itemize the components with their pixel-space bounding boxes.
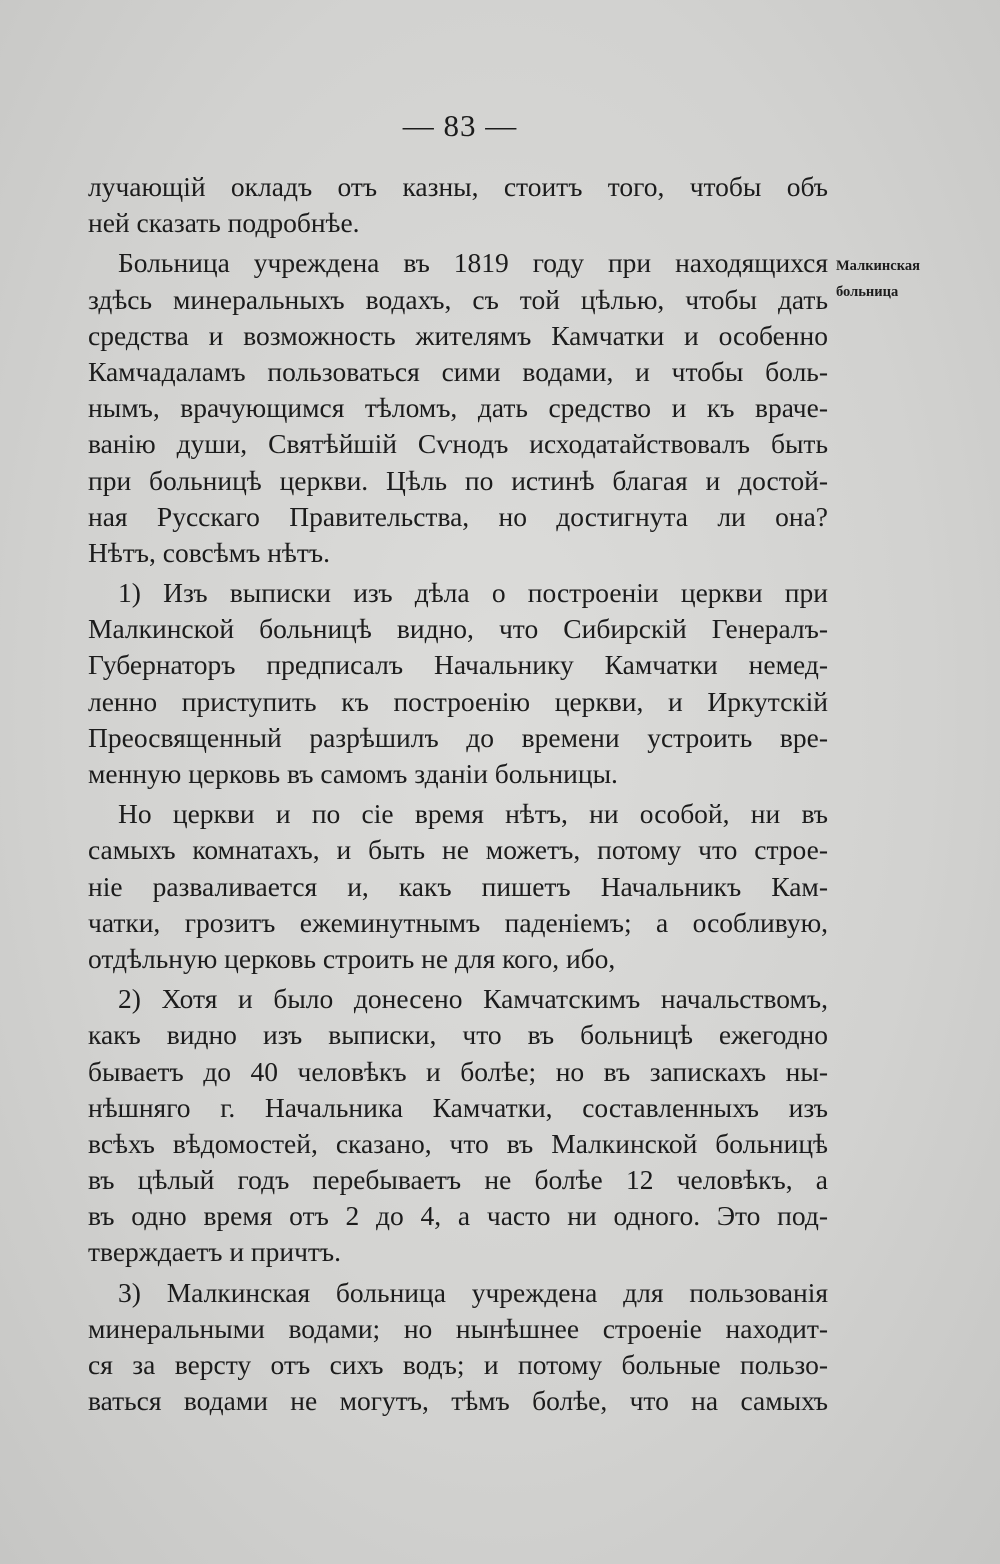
text-line: 1) Изъ выписки изъ дѣла о построеніи церкви при [118, 577, 828, 609]
text-line: менную церковь въ самомъ зданіи больницы. [88, 758, 618, 789]
margin-note-line: Малкинская [836, 258, 920, 274]
text-line: ніе разваливается и, какъ пишетъ Начальникъ Кам- [88, 870, 828, 902]
text-line: чатки, грозитъ ежеминутнымъ паденіемъ; а особливую, [88, 906, 828, 938]
text-line: при больницѣ церкви. Цѣль по истинѣ благая и достой- [88, 464, 828, 496]
body-text [88, 169, 828, 1419]
text-line: въ одно время отъ 2 до 4, а часто ни одного. Это под- [88, 1200, 828, 1232]
paragraph [88, 981, 828, 1271]
text-line: Малкинской больницѣ видно, что Сибирскій Генералъ- [88, 613, 828, 645]
text-line: ся за версту отъ сихъ водъ; и потому больные пользо- [88, 1349, 828, 1380]
text-line: какъ видно изъ выписки, что въ больницѣ ежегодно [88, 1019, 828, 1051]
text-line: ней сказать подробнѣе. [88, 207, 360, 239]
text-line: здѣсь минеральныхъ водахъ, съ той цѣлью, чтобы дать [88, 283, 828, 315]
text-line: Камчадаламъ пользоваться сими водами, и чтобы боль- [88, 355, 828, 387]
text-line: въ цѣлый годъ перебываетъ не болѣе 12 человѣкъ, а [88, 1164, 828, 1196]
paragraph [88, 245, 828, 571]
text-line: Губернаторъ предписалъ Начальнику Камчатки немед- [88, 649, 828, 681]
text-line: бываетъ до 40 человѣкъ и болѣе; но въ запискахъ ны- [88, 1055, 828, 1087]
paragraph [88, 169, 828, 241]
text-line: ваться водами не могутъ, тѣмъ болѣе, что на самыхъ [88, 1385, 828, 1417]
text-line: 2) Хотя и было донесено Камчатскимъ начальствомъ, [118, 983, 828, 1015]
paragraph [88, 1275, 828, 1420]
page-number: — 83 — [402, 108, 518, 143]
text-line: всѣхъ вѣдомостей, сказано, что въ Малкинской больницѣ [88, 1127, 828, 1159]
text-line: Преосвященный разрѣшилъ до времени устроить вре- [88, 721, 828, 753]
text-line: Нѣтъ, совсѣмъ нѣтъ. [88, 536, 330, 568]
paragraph [88, 796, 828, 977]
text-line: минеральными водами; но нынѣшнее строеніе находит- [88, 1312, 828, 1344]
text-line: ная Русскаго Правительства, но достигнута ли она? [88, 500, 828, 532]
text-line: самыхъ комнатахъ, и быть не можетъ, потому что строе- [88, 834, 828, 866]
margin-note-line: больница [836, 284, 899, 300]
text-line: средства и возможность жителямъ Камчатки и особенно [88, 319, 828, 351]
text-line: Но церкви и по сіе время нѣтъ, ни особой, ни въ [118, 798, 828, 830]
paragraph [88, 575, 828, 792]
text-line: лучающій окладъ отъ казны, стоитъ того, чтобы объ [88, 171, 828, 202]
text-line: нѣшняго г. Начальника Камчатки, составленныхъ изъ [88, 1091, 828, 1123]
text-line: тверждаетъ и причтъ. [88, 1236, 342, 1268]
text-line: Больница учреждена въ 1819 году при находящихся [118, 247, 828, 279]
text-line: нымъ, врачующимся тѣломъ, дать средство и къ враче- [88, 392, 828, 424]
text-line: отдѣльную церковь строить не для кого, ибо, [88, 942, 616, 974]
text-line: ленно приступить къ построенію церкви, и Иркутскій [88, 685, 828, 717]
margin-note [836, 253, 956, 305]
text-line: 3) Малкинская больница учреждена для пользованія [118, 1276, 828, 1308]
text-line: ванію души, Святѣйшій Сѵнодъ исходатайствовалъ быть [88, 428, 828, 460]
